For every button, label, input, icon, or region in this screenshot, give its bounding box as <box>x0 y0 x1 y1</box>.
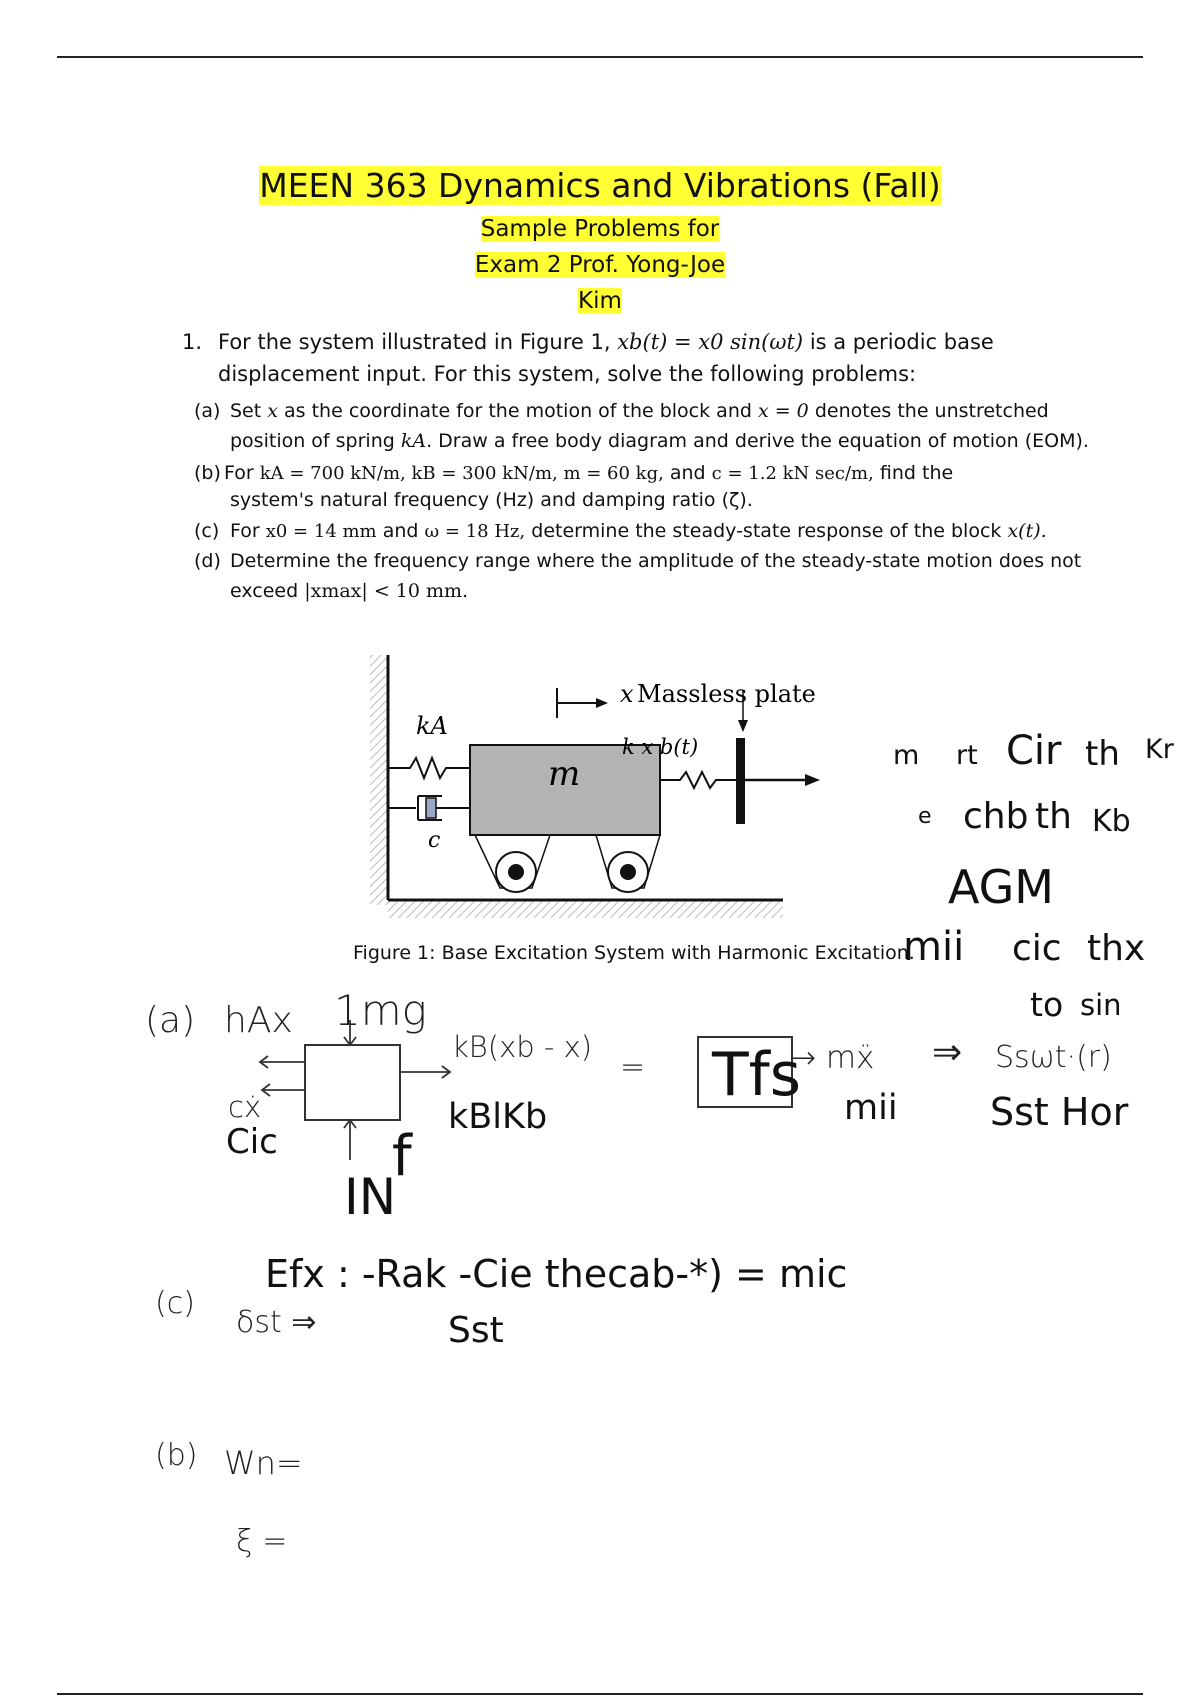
massless-plate <box>736 738 745 824</box>
base-input-formula: xb(t) = x0 sin(ωt) <box>617 330 804 354</box>
hw-sswt: Ssωt·(r) <box>995 1040 1112 1075</box>
plate-pointer-arrowhead <box>738 720 748 732</box>
wall-hatch <box>370 655 388 905</box>
hw-kb-term: kB(xb - x) <box>452 1030 593 1064</box>
damper-piston <box>426 798 436 818</box>
subtitle-line-1: Sample Problems for <box>480 216 720 242</box>
note-kr: Kr <box>1145 734 1174 765</box>
ground-hatch <box>388 900 783 918</box>
part-a-label: (a) <box>194 400 221 422</box>
part-b-label: (b) <box>194 462 221 484</box>
excitation-arrowhead <box>805 774 820 786</box>
bottom-rule <box>57 1693 1143 1695</box>
spring-kB <box>660 772 736 788</box>
hw-cic: Cic <box>226 1122 278 1162</box>
spring-kA <box>388 758 470 778</box>
note-kb: Kb <box>1092 804 1131 839</box>
mass-label: m <box>548 754 581 794</box>
part-a-line-2: position of spring kA. Draw a free body diagram and derive the equation of motion (EOM). <box>230 430 1089 452</box>
hw-sst-arrow: δst ⇒ <box>236 1305 317 1340</box>
note-mii: mii <box>903 924 965 970</box>
hw-mii: mii <box>844 1088 898 1128</box>
note-cir: Cir <box>1006 728 1062 774</box>
wheel-right-hub <box>620 864 636 880</box>
hw-kblkb: kBlKb <box>448 1097 548 1137</box>
page-title: MEEN 363 Dynamics and Vibrations (Fall) <box>259 166 941 205</box>
part-b-line-2: system's natural frequency (Hz) and damping ratio (ζ). <box>230 489 753 511</box>
base-excitation-diagram <box>360 650 840 930</box>
note-th: th <box>1085 734 1120 774</box>
note-rt: rt <box>956 740 978 771</box>
hw-cx: cẋ <box>228 1090 262 1124</box>
kA-label: kA <box>416 712 448 740</box>
hw-part-a-label: (a) <box>145 1000 196 1041</box>
hw-kAx: hAx <box>224 1000 293 1041</box>
hw-efx-equation: Efx : -Rak -Cie thecab-*) = mic <box>265 1252 848 1296</box>
hw-zeta: ξ = <box>236 1524 288 1559</box>
part-a-line-1: Set x as the coordinate for the motion of the block and x = 0 denotes the unstretched <box>230 400 1049 422</box>
hw-part-b-label: (b) <box>155 1438 198 1473</box>
subtitle-line-3: Kim <box>578 288 622 314</box>
plate-label: Massless plate <box>637 680 816 708</box>
note-cic: cic <box>1012 928 1062 969</box>
hw-implies: ⇒ <box>932 1032 963 1073</box>
note-to: to <box>1030 985 1064 1024</box>
part-b-line-1: For kA = 700 kN/m, kB = 300 kN/m, m = 60 kg, and c = 1.2 kN sec/m, find the <box>224 462 954 484</box>
note-thx: thx <box>1087 928 1146 969</box>
hw-equals: = <box>620 1050 646 1085</box>
hw-sst: Sst <box>448 1310 504 1351</box>
x-label: x <box>620 680 634 708</box>
figure-caption: Figure 1: Base Excitation System with Harmonic Excitation. <box>353 942 915 964</box>
note-chb: chb <box>963 796 1029 837</box>
part-c-label: (c) <box>194 520 220 542</box>
hw-part-c-label: (c) <box>155 1286 195 1321</box>
wheel-left-hub <box>508 864 524 880</box>
note-e: e <box>918 804 932 829</box>
hw-mg: 1mg <box>334 986 427 1035</box>
part-d-label: (d) <box>194 550 221 572</box>
part-d-line-1: Determine the frequency range where the amplitude of the steady-state motion does not <box>230 550 1082 572</box>
note-th-2: th <box>1035 796 1072 837</box>
note-sin: sin <box>1080 988 1122 1022</box>
hw-wn: Wn= <box>224 1444 303 1482</box>
part-c-line-1: For x0 = 14 mm and ω = 18 Hz, determine the steady-state response of the block x(t). <box>230 520 1047 542</box>
hw-mxdd: → mẍ <box>790 1040 875 1076</box>
problem-intro-line-2: displacement input. For this system, solve the following problems: <box>218 362 917 386</box>
kB-label: k x b(t) <box>622 735 699 759</box>
subtitle-line-2: Exam 2 Prof. Yong-Joe <box>474 252 726 278</box>
hw-fbd-block <box>305 1045 400 1120</box>
note-m: m <box>893 740 920 771</box>
top-rule <box>57 56 1143 58</box>
hw-sst-hor: Sst Hor <box>990 1090 1129 1134</box>
problem-intro-line-1: For the system illustrated in Figure 1, xb(t) = x0 sin(ωt) is a periodic base <box>218 330 994 354</box>
hw-normal-f: f <box>392 1124 412 1189</box>
note-agm: AGM <box>948 860 1054 914</box>
part-d-line-2: exceed |xmax| < 10 mm. <box>230 580 469 602</box>
hw-normal-in: IN <box>344 1168 397 1226</box>
c-label: c <box>428 828 441 853</box>
problem-number: 1. <box>182 330 203 354</box>
hw-tfs: Tfs <box>712 1040 802 1110</box>
x-arrowhead <box>596 698 608 708</box>
